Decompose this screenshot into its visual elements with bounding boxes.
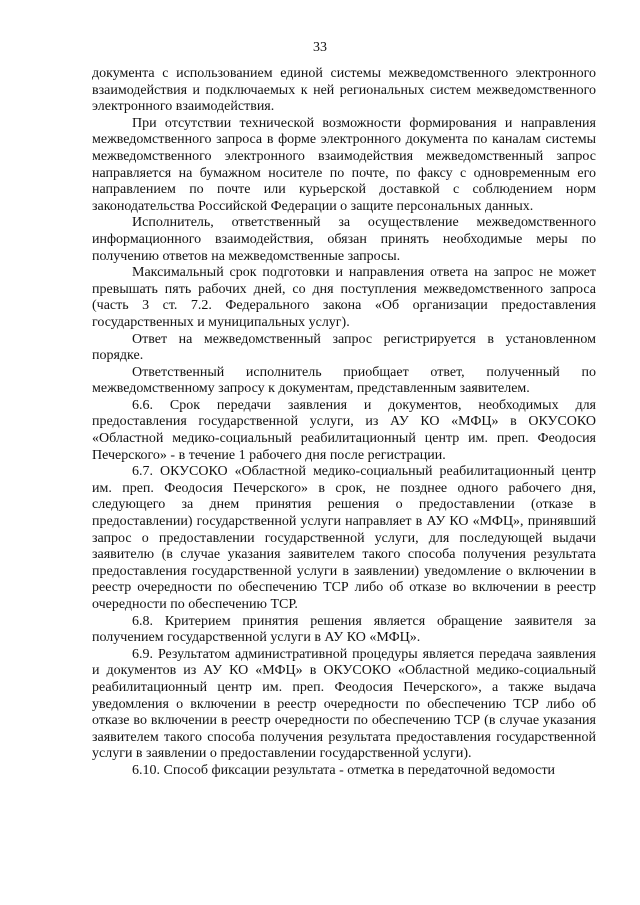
paragraph-max-response-term: Максимальный срок подготовки и направления ответа на запрос не может превышать пять рабочих дней, со дня поступления межведомственного запроса (часть 3 ст. 7.2. Федерального закона «Об организации предоставления государственных и муниципальных услуг). — [92, 265, 596, 330]
paragraph-attach-response: Ответственный исполнитель приобщает ответ, полученный по межведомственному запросу к документам, представленным заявителем. — [92, 364, 596, 397]
paragraph-executor-duty: Исполнитель, ответственный за осуществление межведомственного информационного взаимодействия, обязан принять необходимые меры по получению ответов на межведомственные запросы. — [92, 215, 596, 264]
page-number: 33 — [313, 40, 327, 55]
paragraph-6-6: 6.6. Срок передачи заявления и документов, необходимых для предоставления государственной услуги, из АУ КО «МФЦ» в ОКУСОКО «Областной медико-социальный реабилитационный центр им. преп. Феодосия Печерского» - в течение 1 рабочего дня после регистрации. — [92, 397, 596, 463]
paragraph-6-8: 6.8. Критерием принятия решения является обращение заявителя за получением государственной услуги в АУ КО «МФЦ». — [92, 613, 596, 646]
paragraph-6-10: 6.10. Способ фиксации результата - отметка в передаточной ведомости — [132, 762, 556, 778]
paragraph-6-7: 6.7. ОКУСОКО «Областной медико-социальный реабилитационный центр им. преп. Феодосия Печерского» в срок, не позднее одного рабочего дня, следующего за днем принятия решения о предоставлении (отказе в предоставлении) государственной услуги направляет в АУ КО «МФЦ», принявший запрос о предоставлении государственной услуги, для последующей выдачи заявителю (в случае указания заявителем такого способа получения результата предоставления государственной услуги в заявлении) уведомление о включении в реестр очередности по обеспечению ТСР либо об отказе во включении в реестр очередности по обеспечению ТСР. — [92, 464, 596, 612]
paragraph-continuation: документа с использованием единой системы межведомственного электронного взаимодействия и подключаемых к ней региональных систем межведомственного электронного взаимодействия. — [92, 66, 596, 115]
paragraph-6-9: 6.9. Результатом административной процедуры является передача заявления и документов из АУ КО «МФЦ» в ОКУСОКО «Областной медико-социальный реабилитационный центр им. преп. Феодосия Печерского», а также выдача уведомления о включении в реестр очередности по обеспечению ТСР либо об отказе во включении в реестр очередности по обеспечению ТСР (в случае указания заявителем такого способа получения результата предоставления государственной услуги в заявлении о предоставлении государственной услуги). — [92, 646, 596, 762]
paragraph-response-registration: Ответ на межведомственный запрос регистрируется в установленном порядке. — [92, 331, 596, 364]
document-body — [92, 66, 596, 780]
paragraph-paper-request: При отсутствии технической возможности формирования и направления межведомственного запроса в форме электронного документа по каналам системы межведомственного электронного взаимодействия межведомственный запрос направляется на бумажном носителе по почте, по факсу с одновременным его направлением по почте или курьерской доставкой с соблюдением норм законодательства Российской Федерации о защите персональных данных. — [92, 115, 596, 214]
